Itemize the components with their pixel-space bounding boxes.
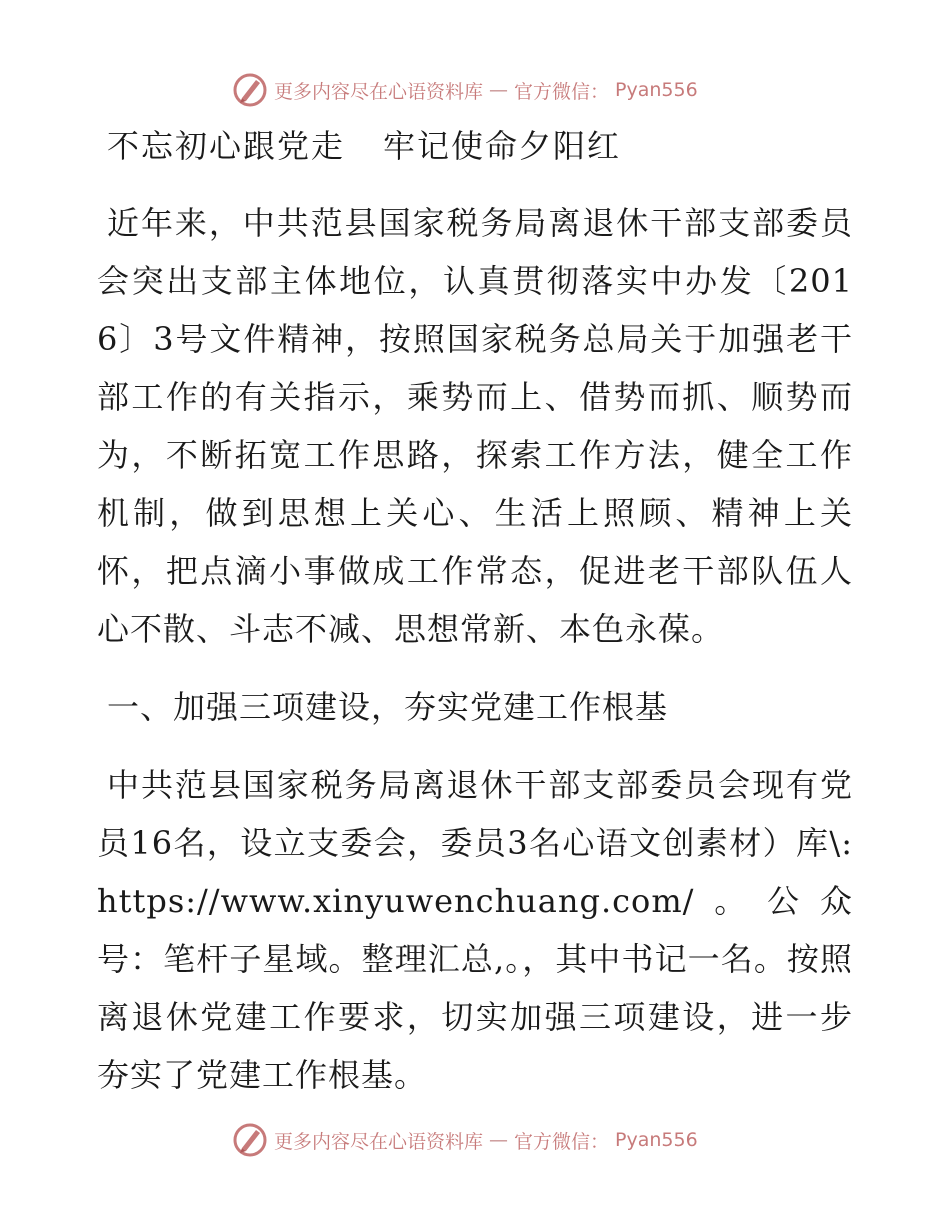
watermark-separator: —	[489, 1129, 509, 1151]
title-part-1: 不忘初心跟党走	[107, 127, 346, 165]
pen-logo-icon	[232, 1122, 268, 1158]
watermark-contact: 官方微信：	[514, 1130, 610, 1153]
title-part-2: 牢记使命夕阳红	[383, 127, 622, 165]
watermark-header	[232, 70, 698, 110]
section-heading-1: 一、加强三项建设，夯实党建工作根基	[107, 688, 669, 726]
watermark-text: 更多内容尽在心语资料库	[274, 1130, 484, 1153]
document-body	[97, 118, 853, 1104]
watermark-text: 更多内容尽在心语资料库	[274, 80, 484, 103]
pen-logo-icon	[232, 72, 268, 108]
document-title	[97, 118, 853, 174]
watermark-id: Pyan556	[615, 1129, 698, 1151]
watermark-contact: 官方微信：	[514, 80, 610, 103]
watermark-footer	[232, 1120, 698, 1160]
paragraph-intro: 近年来，中共范县国家税务局离退休干部支部委员会突出支部主体地位，认真贯彻落实中办发〔2016〕3号文件精神，按照国家税务总局关于加强老干部工作的有关指示，乘势而上、借势而抓、顺势而为，不断拓宽工作思路，探索工作方法，健全工作机制，做到思想上关心、生活上照顾、精神上关怀，把点滴小事做成工作常态，促进老干部队伍人心不散、斗志不减、思想常新、本色永葆。	[97, 204, 853, 648]
watermark-separator: —	[489, 79, 509, 101]
paragraph-section-1: 中共范县国家税务局离退休干部支部委员会现有党员16名，设立支委会，委员3名心语文创素材）库\: https://www.xinyuwenchuang.com/。公众号：笔杆子星域。整理汇总,。，其中书记一名。按照离退休党建工作要求，切实加强三项建设，进一步夯实了党建工作根基。	[97, 766, 853, 1094]
watermark-id: Pyan556	[615, 79, 698, 101]
